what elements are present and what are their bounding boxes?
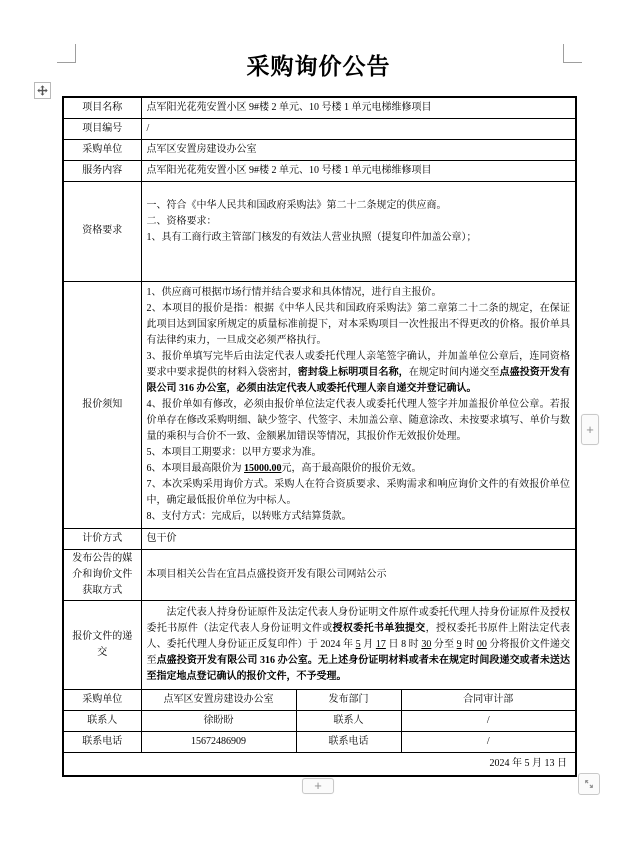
- cell-label[interactable]: 项目名称: [63, 97, 141, 118]
- text-run: 00: [476, 638, 487, 650]
- text-run: 15000.00: [244, 462, 282, 474]
- cell-value[interactable]: 点军区安置房建设办公室: [141, 689, 296, 710]
- paragraph: [147, 605, 571, 685]
- row-project-number: [63, 118, 576, 139]
- cell-label[interactable]: 联系电话: [63, 731, 141, 752]
- cell-value[interactable]: 本项目相关公告在宜昌点盛投资开发有限公司网站公示: [141, 549, 576, 600]
- cell-value[interactable]: [141, 181, 576, 281]
- cell-value[interactable]: /: [401, 731, 576, 752]
- text-run: 分至: [431, 638, 457, 650]
- paragraph: [147, 230, 571, 246]
- row-qualification: [63, 181, 576, 281]
- cell-label[interactable]: 计价方式: [63, 528, 141, 549]
- paragraph: [147, 301, 571, 349]
- cell-label[interactable]: 采购单位: [63, 689, 141, 710]
- text-run: 1、具有工商行政主管部门核发的有效法人营业执照（提复印件加盖公章）；: [146, 231, 477, 243]
- paragraph: [147, 477, 571, 509]
- text-run: 在规定时间内递交至: [408, 366, 500, 378]
- cell-label[interactable]: 联系电话: [296, 731, 401, 752]
- row-contact-unit: [63, 689, 576, 710]
- announcement-date[interactable]: 2024 年 5 月 13 日: [63, 752, 576, 776]
- text-run: 法定代表人持身份证原件及法定代表人身份证明文件原件或委托代理人持身份证原件及授权委托书原件（法定代表人身份证明文件或: [146, 606, 571, 634]
- text-run: 1、供应商可根据市场行情并结合要求和具体情况，进行自主报价。: [146, 286, 442, 298]
- cell-label[interactable]: 联系人: [296, 710, 401, 731]
- cell-label[interactable]: 发布公告的媒介和询价文件获取方式: [63, 549, 141, 600]
- row-project-name: [63, 97, 576, 118]
- text-run: 点盛投资开发有限公司 316 办公室。无上述身份证明材料或者未在规定时间段递交或者未送达至指定地点登记确认的报价文件，不予受理。: [146, 654, 571, 682]
- cell-value[interactable]: 15672486909: [141, 731, 296, 752]
- text-run: 8、支付方式：完成后，以转账方式结算货款。: [146, 510, 352, 522]
- text-run: 7、本次采购采用询价方式。采购人在符合资质要求、采购需求和响应询价文件的有效报价单位中，确定最低报价单位为中标人。: [146, 478, 571, 506]
- table-move-handle[interactable]: [34, 82, 51, 99]
- row-purchasing-unit: [63, 139, 576, 160]
- paragraph: [147, 509, 571, 525]
- move-cross-icon: [37, 85, 48, 96]
- cell-value[interactable]: 点军阳光花苑安置小区 9#楼 2 单元、10 号楼 1 单元电梯维修项目: [141, 97, 576, 118]
- cell-label[interactable]: 采购单位: [63, 139, 141, 160]
- text-run: 一、符合《中华人民共和国政府采购法》第二十二条规定的供应商。: [146, 199, 447, 211]
- cell-label[interactable]: 报价文件的递交: [63, 600, 141, 689]
- page-title[interactable]: 采购询价公告: [246, 54, 391, 79]
- cell-value[interactable]: 包干价: [141, 528, 576, 549]
- text-run: 5: [355, 638, 361, 650]
- text-run: 9: [456, 638, 462, 650]
- add-row-button[interactable]: +: [302, 778, 334, 794]
- paragraph: [147, 198, 571, 214]
- text-run: 4、报价单如有修改，必须由报价单位法定代表人或委托代理人签字并加盖报价单位公章。若报价单存在修改采购明细、缺少签字、代签字、未加盖公章、随意涂改、未按要求填写、单价与数量的乘积与合价不一致、金额累加错误等情况，其报价作无效报价处理。: [146, 398, 571, 442]
- paragraph: [147, 461, 571, 477]
- paragraph: [147, 397, 571, 445]
- row-announcement-media: [63, 549, 576, 600]
- row-service-content: [63, 160, 576, 181]
- cell-label[interactable]: 发布部门: [296, 689, 401, 710]
- row-contact-phone: [63, 731, 576, 752]
- text-run: 2、本项目的报价是指：根据《中华人民共和国政府采购法》第二章第二十二条的规定，在保证此项目达到国家所规定的质量标准前提下，对本采购项目一次性报出不得更改的价格。报价单具有法律约束力，一旦成交必须严格执行。: [146, 302, 571, 346]
- text-run: 授权委托书单独提交: [332, 622, 426, 634]
- cell-label[interactable]: 项目编号: [63, 118, 141, 139]
- diagonal-resize-icon: [583, 778, 595, 790]
- add-column-button[interactable]: +: [581, 414, 599, 445]
- text-run: 17: [375, 638, 386, 650]
- document-page: [62, 0, 594, 793]
- cell-label[interactable]: 联系人: [63, 710, 141, 731]
- text-run: 日 8 时: [385, 638, 422, 650]
- row-quotation-notice: [63, 281, 576, 528]
- cell-label[interactable]: 服务内容: [63, 160, 141, 181]
- announcement-table: [62, 96, 577, 777]
- cell-value[interactable]: 点军区安置房建设办公室: [141, 139, 576, 160]
- row-document-submission: [63, 600, 576, 689]
- paragraph: [147, 214, 571, 230]
- cell-label[interactable]: 资格要求: [63, 181, 141, 281]
- cell-value[interactable]: /: [141, 118, 576, 139]
- cell-value[interactable]: 合同审计部: [401, 689, 576, 710]
- text-run: 元，高于最高限价的报价无效。: [281, 462, 422, 474]
- text-run: 点盛投资开发有限公司 316 办公室，必须由法定代表人或委托代理人亲自递交并登记确认。: [146, 366, 571, 394]
- row-date: [63, 752, 576, 776]
- text-run: 3、报价单填写完毕后由法定代表人或委托代理人亲笔签字确认，并加盖单位公章后，连同资格要求中要求提供的材料入袋密封，: [146, 350, 571, 378]
- text-run: 月: [360, 638, 376, 650]
- cell-value[interactable]: [141, 600, 576, 689]
- cell-label[interactable]: 报价须知: [63, 281, 141, 528]
- cell-value[interactable]: 徐盼盼: [141, 710, 296, 731]
- text-run: 30: [421, 638, 432, 650]
- row-contact-person: [63, 710, 576, 731]
- text-run: 6、本项目最高限价为: [146, 462, 244, 474]
- paragraph: [147, 285, 571, 301]
- text-run: ，授权委托书原件上附法定代表人、委托代理人身份证正反复印件）于 2024 年: [146, 622, 571, 650]
- text-run: 密封袋上标明项目名称，: [297, 366, 409, 378]
- text-run: 5、本项目工期要求：以甲方要求为准。: [146, 446, 322, 458]
- table-resize-handle[interactable]: [578, 773, 600, 795]
- paragraph: [147, 349, 571, 397]
- paragraph: [147, 445, 571, 461]
- text-run: 二、资格要求：: [146, 215, 217, 227]
- text-run: 时: [461, 638, 477, 650]
- cell-value[interactable]: /: [401, 710, 576, 731]
- cell-value[interactable]: 点军阳光花苑安置小区 9#楼 2 单元、10 号楼 1 单元电梯维修项目: [141, 160, 576, 181]
- row-pricing-method: [63, 528, 576, 549]
- announcement-table-wrap: [62, 96, 594, 793]
- cell-value[interactable]: [141, 281, 576, 528]
- text-run: 分将报价文件递交至: [146, 638, 571, 666]
